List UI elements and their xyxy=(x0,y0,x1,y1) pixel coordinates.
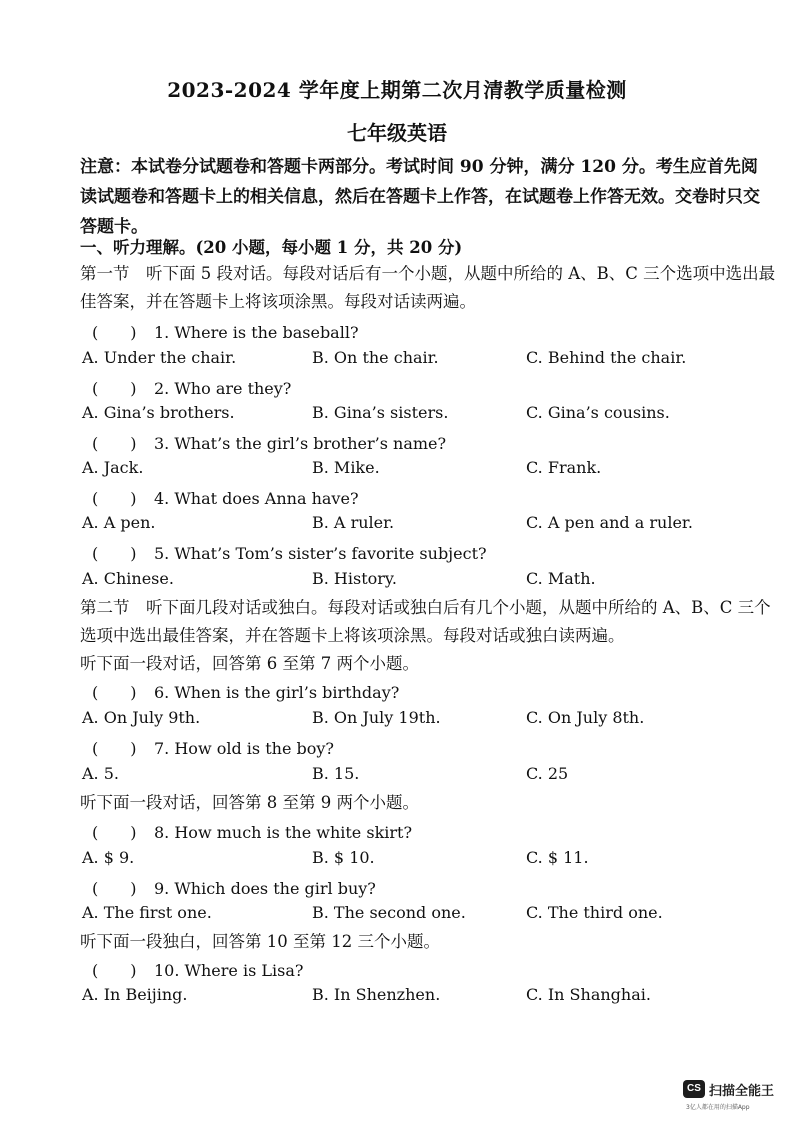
option-a: A. Gina’s brothers. xyxy=(82,403,235,422)
question-text: 4. What does Anna have? xyxy=(154,489,359,508)
question-text: 9. Which does the girl buy? xyxy=(154,879,376,898)
option-a: A. A pen. xyxy=(82,513,156,532)
question-text: 6. When is the girl’s birthday? xyxy=(154,683,400,702)
answer-blank: ( ) xyxy=(92,489,137,508)
question-9 xyxy=(92,876,376,899)
question-text: 5. What’s Tom’s sister’s favorite subject? xyxy=(154,544,487,563)
question-5 xyxy=(92,541,487,564)
question-text: 2. Who are they? xyxy=(154,379,292,398)
scanner-tagline: 3亿人都在用的扫描App xyxy=(686,1104,750,1111)
option-c: C. Gina’s cousins. xyxy=(526,403,670,422)
question-text: 3. What’s the girl’s brother’s name? xyxy=(154,434,447,453)
question-6 xyxy=(92,680,399,703)
question-text: 1. Where is the baseball? xyxy=(154,323,359,342)
option-b: B. History. xyxy=(312,569,397,588)
question-text: 7. How old is the boy? xyxy=(154,739,334,758)
scanner-watermark xyxy=(683,1078,783,1118)
dialogue-instruction-8-9: 听下面一段对话，回答第 8 至第 9 两个小题。 xyxy=(80,793,419,812)
option-a: A. On July 9th. xyxy=(82,708,201,727)
option-c: C. $ 11. xyxy=(526,848,589,867)
option-b: B. On July 19th. xyxy=(312,708,441,727)
answer-blank: ( ) xyxy=(92,879,137,898)
answer-blank: ( ) xyxy=(92,544,137,563)
monologue-instruction-10-12: 听下面一段独白，回答第 10 至第 12 三个小题。 xyxy=(80,932,440,951)
answer-blank: ( ) xyxy=(92,961,137,980)
exam-subject: 七年级英语 xyxy=(347,121,447,145)
camscanner-logo-icon: CS xyxy=(683,1080,705,1098)
question-2 xyxy=(92,376,291,399)
dialogue-instruction-6-7: 听下面一段对话，回答第 6 至第 7 两个小题。 xyxy=(80,654,419,673)
option-a: A. The first one. xyxy=(82,903,212,922)
option-a: A. Under the chair. xyxy=(82,348,237,367)
section-listening-heading: 一、听力理解。(20 小题，每小题 1 分，共 20 分) xyxy=(80,238,463,257)
exam-title: 2023-2024 学年度上期第二次月清教学质量检测 xyxy=(167,78,627,102)
option-c: C. Behind the chair. xyxy=(526,348,687,367)
question-8 xyxy=(92,820,412,843)
answer-blank: ( ) xyxy=(92,323,137,342)
option-a: A. $ 9. xyxy=(82,848,135,867)
option-b: B. On the chair. xyxy=(312,348,439,367)
answer-blank: ( ) xyxy=(92,739,137,758)
question-text: 10. Where is Lisa? xyxy=(154,961,304,980)
question-7 xyxy=(92,736,334,759)
question-3 xyxy=(92,431,446,454)
option-c: C. Math. xyxy=(526,569,596,588)
answer-blank: ( ) xyxy=(92,823,137,842)
option-b: B. Mike. xyxy=(312,458,380,477)
question-10 xyxy=(92,958,303,981)
option-a: A. 5. xyxy=(82,764,119,783)
option-c: C. 25 xyxy=(526,764,569,783)
answer-blank: ( ) xyxy=(92,683,137,702)
question-4 xyxy=(92,486,359,509)
option-c: C. On July 8th. xyxy=(526,708,645,727)
option-b: B. A ruler. xyxy=(312,513,395,532)
part2-instructions: 第二节 听下面几段对话或独白。每段对话或独白后有几个小题，从题中所给的 A、B、C 三个选项中选出最佳答案，并在答题卡上将该项涂黑。每段对话或独白读两遍。 xyxy=(80,598,771,645)
option-b: B. The second one. xyxy=(312,903,466,922)
answer-blank: ( ) xyxy=(92,434,137,453)
option-a: A. Jack. xyxy=(82,458,144,477)
question-text: 8. How much is the white skirt? xyxy=(154,823,413,842)
option-b: B. 15. xyxy=(312,764,360,783)
answer-blank: ( ) xyxy=(92,379,137,398)
question-1 xyxy=(92,320,359,343)
scanner-app-name: 扫描全能王 xyxy=(709,1084,775,1099)
exam-notice: 注意：本试卷分试题卷和答题卡两部分。考试时间 90 分钟，满分 120 分。考生应首先阅读试题卷和答题卡上的相关信息，然后在答题卡上作答，在试题卷上作答无效。交卷时只交答题卡。 xyxy=(80,157,760,237)
part1-instructions: 第一节 听下面 5 段对话。每段对话后有一个小题，从题中所给的 A、B、C 三个选项中选出最佳答案，并在答题卡上将该项涂黑。每段对话读两遍。 xyxy=(80,264,776,311)
option-b: B. $ 10. xyxy=(312,848,375,867)
option-b: B. Gina’s sisters. xyxy=(312,403,449,422)
option-c: C. In Shanghai. xyxy=(526,985,651,1004)
option-b: B. In Shenzhen. xyxy=(312,985,441,1004)
option-a: A. Chinese. xyxy=(82,569,174,588)
option-a: A. In Beijing. xyxy=(82,985,188,1004)
option-c: C. Frank. xyxy=(526,458,602,477)
option-c: C. A pen and a ruler. xyxy=(526,513,693,532)
option-c: C. The third one. xyxy=(526,903,663,922)
